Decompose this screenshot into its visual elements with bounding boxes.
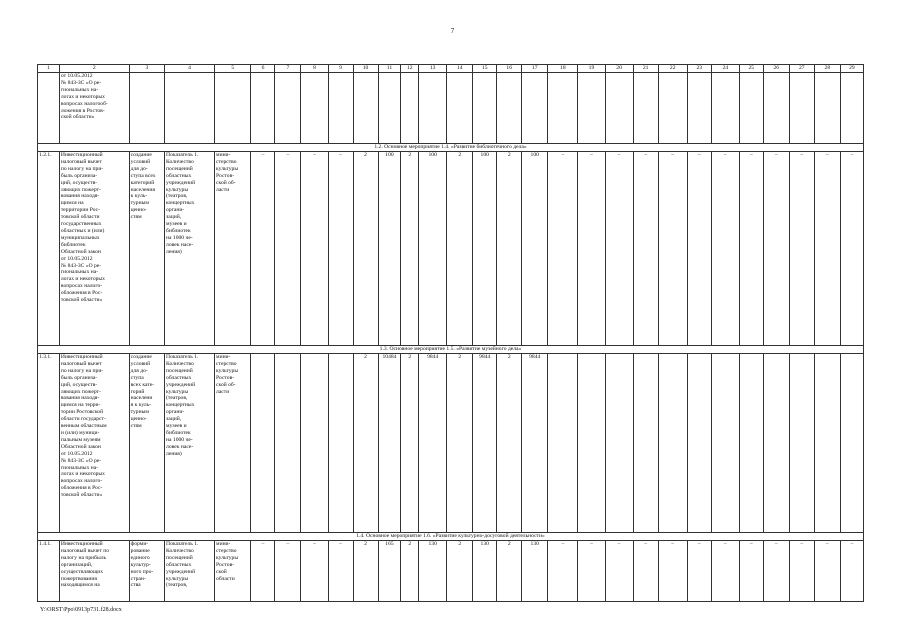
value-cell: –: [251, 152, 275, 346]
empty-cell: [251, 73, 275, 144]
header-cell: 22: [658, 65, 687, 73]
value-cell: –: [548, 541, 578, 602]
value-cell: 100: [378, 152, 401, 346]
table-body: [38, 65, 864, 602]
header-cell: 17: [522, 65, 548, 73]
value-cell: [605, 354, 633, 533]
empty-cell: [215, 73, 251, 144]
value-cell: 2: [447, 541, 473, 602]
header-cell: 11: [378, 65, 401, 73]
value-cell: [789, 354, 814, 533]
value-cell: 100: [473, 152, 497, 346]
value-cell: –: [301, 152, 328, 346]
value-cell: –: [548, 152, 578, 346]
value-cell: 2: [447, 354, 473, 533]
value-cell: –: [814, 541, 840, 602]
value-cell: 2: [401, 152, 419, 346]
value-cell: [328, 354, 353, 533]
header-cell: 26: [763, 65, 789, 73]
value-cell: –: [328, 152, 353, 346]
executor: мини- стерство культуры Ростов- ской об- ласти: [215, 152, 251, 346]
section-title: 1.2. Основное мероприятие 1.4. «Развитие библиотечного дела»: [38, 144, 864, 152]
value-cell: [301, 354, 328, 533]
value-cell: –: [633, 152, 658, 346]
header-cell: 7: [275, 65, 301, 73]
empty-cell: [711, 73, 739, 144]
empty-cell: [763, 73, 789, 144]
value-cell: –: [687, 541, 711, 602]
value-cell: 2: [497, 354, 522, 533]
section-title: 1.3. Основное мероприятие 1.5. «Развитие музейного дела»: [38, 346, 864, 354]
empty-cell: [687, 73, 711, 144]
value-cell: 100: [522, 152, 548, 346]
table-row: [38, 152, 864, 346]
section-title-row: [38, 533, 864, 541]
value-cell: [658, 354, 687, 533]
value-cell: 9844: [419, 354, 447, 533]
value-cell: –: [251, 541, 275, 602]
header-cell: 8: [301, 65, 328, 73]
table-row: [38, 541, 864, 602]
empty-cell: [38, 73, 60, 144]
header-cell: 16: [497, 65, 522, 73]
header-cell: 27: [789, 65, 814, 73]
executor: мини- стерство культуры Ростов- ской области: [215, 541, 251, 602]
continuation-text: от 10.05.2012 № 843-ЗС «О ре- гиональных на- логах и некоторых вопросах налогооб- ложения в Ростов- ской области»: [59, 73, 129, 144]
empty-cell: [378, 73, 401, 144]
value-cell: –: [840, 541, 863, 602]
empty-cell: [165, 73, 215, 144]
table-row: [38, 354, 864, 533]
value-cell: 130: [473, 541, 497, 602]
value-cell: 2: [401, 354, 419, 533]
header-cell: 1: [38, 65, 60, 73]
value-cell: [763, 354, 789, 533]
empty-cell: [129, 73, 164, 144]
goal: создание условий для до- ступа всех категорий населения к куль- турным ценно- стям: [129, 152, 164, 346]
empty-cell: [328, 73, 353, 144]
tax-expenditure-table: [37, 64, 864, 602]
value-cell: 2: [353, 354, 378, 533]
header-cell: 25: [739, 65, 763, 73]
empty-cell: [633, 73, 658, 144]
empty-cell: [497, 73, 522, 144]
value-cell: –: [605, 152, 633, 346]
value-cell: –: [789, 541, 814, 602]
empty-cell: [658, 73, 687, 144]
value-cell: –: [275, 541, 301, 602]
expenditure-name: Инвестиционный налоговый вычет по налогу на при- быль организа- ций, осуществ- ляющих пожерт- вования находя- щимся на терри- тории Ростовской области государст- венным областным и (или) муници- пальным музеям Областной закон от 10.05.2012 № 843-ЗС «О ре- гиональных на- логах и некоторых вопросах налого- обложения в Рос- товской области»: [59, 354, 129, 533]
empty-cell: [447, 73, 473, 144]
header-cell: 4: [165, 65, 215, 73]
header-cell: 5: [215, 65, 251, 73]
value-cell: –: [605, 541, 633, 602]
empty-cell: [739, 73, 763, 144]
value-cell: 100: [419, 152, 447, 346]
goal: форми- рование единого культур- ного про- стран- ства: [129, 541, 164, 602]
empty-cell: [789, 73, 814, 144]
value-cell: –: [739, 541, 763, 602]
value-cell: 130: [419, 541, 447, 602]
value-cell: 9844: [522, 354, 548, 533]
value-cell: 2: [497, 541, 522, 602]
value-cell: –: [301, 541, 328, 602]
value-cell: –: [658, 152, 687, 346]
section-title: 1.4. Основное мероприятие 1.6. «Развитие культурно-досуговой деятельности»: [38, 533, 864, 541]
header-cell: 2: [59, 65, 129, 73]
header-cell: 14: [447, 65, 473, 73]
value-cell: –: [275, 152, 301, 346]
empty-cell: [301, 73, 328, 144]
value-cell: [578, 354, 605, 533]
value-cell: 130: [522, 541, 548, 602]
value-cell: [739, 354, 763, 533]
empty-cell: [353, 73, 378, 144]
value-cell: [840, 354, 863, 533]
header-row: [38, 65, 864, 73]
empty-cell: [578, 73, 605, 144]
value-cell: 2: [401, 541, 419, 602]
header-cell: 3: [129, 65, 164, 73]
header-cell: 24: [711, 65, 739, 73]
value-cell: –: [814, 152, 840, 346]
empty-cell: [275, 73, 301, 144]
continuation-row: [38, 73, 864, 144]
value-cell: –: [578, 541, 605, 602]
indicator: Показатель 1. Количество посещений областных учреждений культуры (театров, концертных органи- заций, музеев и библиотек на 1000 че- ловек насе- ления): [165, 152, 215, 346]
value-cell: 2: [353, 541, 378, 602]
value-cell: –: [633, 541, 658, 602]
page-number: 7: [450, 27, 455, 35]
value-cell: 10484: [378, 354, 401, 533]
header-cell: 23: [687, 65, 711, 73]
header-cell: 20: [605, 65, 633, 73]
row-id: 1.4.1.: [38, 541, 60, 602]
indicator: Показатель 1. Количество посещений областных учреждений культуры (театров, концертных органи- заций, музеев и библиотек на 1000 че- ловек насе- ления): [165, 354, 215, 533]
empty-cell: [840, 73, 863, 144]
value-cell: –: [739, 152, 763, 346]
header-cell: 12: [401, 65, 419, 73]
value-cell: 165: [378, 541, 401, 602]
value-cell: –: [840, 152, 863, 346]
header-cell: 15: [473, 65, 497, 73]
empty-cell: [473, 73, 497, 144]
row-id: 1.3.1.: [38, 354, 60, 533]
value-cell: –: [687, 152, 711, 346]
header-cell: 9: [328, 65, 353, 73]
value-cell: [814, 354, 840, 533]
value-cell: [711, 354, 739, 533]
value-cell: –: [328, 541, 353, 602]
value-cell: –: [578, 152, 605, 346]
goal: создание условий для до- ступа всех кате- горий населени я к куль- турным ценно- стям: [129, 354, 164, 533]
value-cell: –: [711, 152, 739, 346]
header-cell: 19: [578, 65, 605, 73]
expenditure-name: Инвестиционный налоговый вычет по налогу на при- быль организа- ций, осуществ- ляющих пожерт- вования находя- щимся на территории Рос- товской области государственных областных и (или) муниципальных библиотек Областной закон от 10.05.2012 № 843-ЗС «О ре- гиональных на- логах и некоторых вопросах налого- обложения в Рос- товской области»: [59, 152, 129, 346]
empty-cell: [401, 73, 419, 144]
empty-cell: [419, 73, 447, 144]
value-cell: –: [658, 541, 687, 602]
value-cell: 2: [353, 152, 378, 346]
value-cell: –: [763, 152, 789, 346]
expenditure-name: Инвестиционный налоговый вычет по налогу на прибыль организаций, осуществляющих пожертвования находящимся на: [59, 541, 129, 602]
empty-cell: [605, 73, 633, 144]
header-cell: 21: [633, 65, 658, 73]
header-cell: 28: [814, 65, 840, 73]
value-cell: –: [763, 541, 789, 602]
file-path-footer: Y:\ORST\Ppo\0913p731.f28.docx: [40, 607, 122, 613]
value-cell: –: [711, 541, 739, 602]
value-cell: 2: [447, 152, 473, 346]
header-cell: 10: [353, 65, 378, 73]
section-title-row: [38, 346, 864, 354]
header-cell: 29: [840, 65, 863, 73]
value-cell: –: [789, 152, 814, 346]
section-title-row: [38, 144, 864, 152]
row-id: 1.2.1.: [38, 152, 60, 346]
executor: мини- стерство культуры Ростов- ской об- ласти: [215, 354, 251, 533]
value-cell: [548, 354, 578, 533]
empty-cell: [548, 73, 578, 144]
value-cell: [687, 354, 711, 533]
header-cell: 18: [548, 65, 578, 73]
header-cell: 13: [419, 65, 447, 73]
empty-cell: [814, 73, 840, 144]
value-cell: [633, 354, 658, 533]
value-cell: 9844: [473, 354, 497, 533]
indicator: Показатель 1. Количество посещений областных учреждений культуры (театров,: [165, 541, 215, 602]
value-cell: [275, 354, 301, 533]
header-cell: 6: [251, 65, 275, 73]
empty-cell: [522, 73, 548, 144]
value-cell: 2: [497, 152, 522, 346]
value-cell: [251, 354, 275, 533]
